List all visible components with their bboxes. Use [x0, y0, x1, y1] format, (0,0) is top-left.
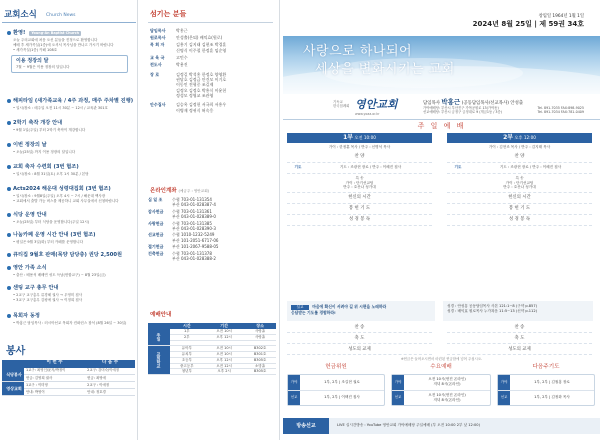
service-1 [287, 133, 432, 226]
worship-guide-table: 시간 기간 장소 주일 1부 오전 10시 사랑홀 2부 오후 12시 사랑홀 교회학교 유아부 오전 10시 B302호 유치부 오전 10시 B301호 초등부 오후 12시 B305호 중고등부 오전 12시 소망홀 청년부 오후 2시 B305호 [148, 323, 276, 375]
church-news-header [2, 10, 136, 24]
box-title: 수요예배 [430, 364, 452, 370]
worship-group: 교회학교 [148, 346, 170, 375]
box-row: 선교 1부, 2부 | 이택진 집사 [288, 390, 384, 405]
account-row: 사랑헌금 수협 703-01-131385 부산 043-01-028390-3 [148, 220, 216, 231]
closing-order-1 [287, 322, 432, 355]
order-item: 찬 양 [287, 152, 432, 163]
service-header: 1부 오전 10:00 [287, 133, 432, 143]
church-logo: 영안교회 [355, 98, 398, 111]
volunteer-section [2, 345, 136, 396]
worship-group: 주일 [148, 329, 170, 346]
news-title: 나눔카페 운영 시간 안내 (3번 협조) [13, 232, 96, 238]
staff-row: 담임목사 박홍근 [150, 28, 188, 33]
news-title: 목회자 동정 [13, 313, 40, 319]
bullet-icon [7, 187, 11, 191]
box-row: 선교 오전 10시(헌진 온라인) 저녁 8시(온라인) [392, 390, 490, 405]
news-title: 교회 축자 수련회 (3번 협조) [13, 164, 79, 170]
staff-list [150, 28, 276, 115]
box-row: 선교 1부, 2부 | 김정화 목사 [498, 390, 594, 405]
order-item: 축 도 [287, 333, 432, 344]
church-slogan: 사랑으로 하나되어 세상을 변화시키는 교회 [303, 44, 455, 77]
order-item: 성 경 봉 독 [447, 215, 592, 226]
volunteer-this-week: 1교구: 최영인/윤자/박정이 [24, 368, 85, 375]
church-identity [283, 96, 600, 120]
table-row: 2부 오후 12시 사랑홀 [148, 335, 276, 341]
news-body: • 오늘(25일) 부터 식당을 운영합니다(주일 12시) [13, 220, 90, 225]
scripture-box [443, 301, 593, 321]
box-title: 헌금위원 [325, 364, 347, 370]
table-row: 중고등부 오전 12시 소망홀 [148, 363, 276, 369]
sermon-text: 마음에 확신이 서려야 길 위 시편을 노래하라 응답받는 기도를 경험하라! [291, 304, 387, 315]
news-body: • 2교구 교구총무 류경혜 권사 → 우영미 집사 • 3교구 교구총무 김평애 권사 → 이정희 집사 [13, 293, 83, 303]
volunteer-category: 영상교회 [2, 382, 24, 396]
hero-banner [283, 36, 600, 94]
table-row: 초등부 오후 12시 B305호 [148, 357, 276, 363]
denomination: 기독교 한국침례회 [333, 100, 350, 109]
table-row [2, 368, 135, 375]
news-item [7, 98, 134, 111]
volunteer-next-week: 안내: 정호경 [85, 389, 135, 396]
church-address: 가야예배당: 부산시 부산진구 가야공원로 13(가야동) 선교예배당: 부산시 금정구 금정대로 9 (개금1동 / 3층) [423, 106, 502, 115]
order-item: 성 경 봉 독 [287, 215, 432, 226]
service-header: 2부 오후 12:00 [447, 133, 592, 143]
news-title: 큐티집 9월호 판매(목양 담당층) 권당 2,500원 [13, 252, 122, 258]
news-body: • 일시/장소 : 8월 31일(토) 오후 1시 30분 / 본당 [13, 172, 89, 177]
order-item: 찬 양 [447, 152, 592, 163]
bullet-icon [7, 99, 11, 103]
news-item [7, 212, 134, 225]
table-row: 청년부 오후 2시 B305호 [148, 369, 276, 375]
order-item: 특 송 가이 : 단기선교팀 반주 : 호산나 성가대 [447, 174, 592, 193]
church-news-title: 교회소식 [4, 10, 37, 20]
news-item [7, 232, 134, 245]
news-title: 영안 가족 소식 [13, 265, 47, 271]
order-item: 봉 헌 기 도 [287, 204, 432, 215]
account-row: 선교헌금 수협 1010-1232-5249 부산 101-2051-6717-06 [148, 232, 219, 243]
volunteer-header: 이 번 주 [24, 360, 85, 368]
volunteer-table [2, 360, 135, 397]
staff-row: 원로목사 안성출(은퇴) 배익효(원로) [150, 35, 223, 41]
volunteer-header [2, 360, 24, 368]
news-title: 이번 정장의 날 [13, 142, 47, 148]
table-row: 유치부 오전 10시 B301호 [148, 352, 276, 358]
volunteer-next-week: 2교구: 강미숙/이애정 [85, 368, 135, 375]
news-title: Acts2024 해운대 성령대집회 (3번 협조) [13, 186, 111, 192]
news-title: 해피타임 (새가족교육 / 4주 과정, 매주 주차별 진행) [13, 98, 134, 104]
staff-row: 교 육 국 고민수 [150, 54, 188, 60]
staff-row: 장 로 김정길 박석홍 한정호 양영환 권달호 김정금 안건모 이기호 이동인 전형중 조길제 김정오 김정호 박흥식 이윤헌 정성모 정영교 조관영 [150, 71, 227, 99]
accounts-owner: (예금주 : 영안교회) [178, 189, 210, 193]
broadcast-badge: 방송선교 [283, 418, 329, 434]
order-item: 성도의 교제 [447, 344, 592, 355]
church-url[interactable]: www.yoaa.or.kr [355, 112, 380, 116]
service-leaders: 가이 : 김현조 목사 / 반주 : 김지태 목사 [488, 145, 551, 149]
volunteer-this-week: 안내: 박영이 [24, 389, 85, 396]
service-leaders: 가이 : 한정훈 목사 / 반주 : 신병석 목사 [328, 145, 391, 149]
offering-committee [287, 364, 385, 406]
table-row [2, 382, 135, 389]
news-body: • 박홍근 담임목사 : 러시아선교 목회자 컨퍼런스 참석 (8월 26일 ~ 30일) [13, 321, 127, 326]
news-item [7, 120, 134, 133]
order-item: 특 송 가이 : 단기선교팀 반주 : 호산나 성가대 [287, 174, 432, 193]
broadcast-bar [283, 418, 600, 434]
news-title: 센팅 교구 총무 안내 [13, 285, 59, 291]
box-row: 가야 1부, 2부 | 김철홍 장로 [498, 375, 594, 390]
account-row: 건축헌금 수협 703-01-131378 부산 043-01-028388-2 [148, 250, 216, 261]
church-news-subtitle: Church News [46, 13, 76, 18]
news-item [7, 252, 134, 259]
order-item: 기도 기도 : 조광현 장로 / 반주 : 이혜진 집사 [447, 163, 592, 174]
staff-column [140, 0, 280, 440]
order-item: 봉 헌 기 도 [447, 204, 592, 215]
bullet-icon [7, 253, 11, 257]
news-body: • 출산 : 배용석 배배연 성도 득남(헌합교구) ~ 8월 23일(금) [13, 273, 106, 278]
bullet-icon [7, 165, 11, 169]
bullet-icon [7, 31, 11, 35]
account-row: 감사헌금 수협 703-01-131361 부산 043-01-028389-0 [148, 208, 216, 220]
news-title: 2학기 축작 개강 안내 [13, 120, 63, 126]
news-body: • 일시/장소 : 매주일 오전 11시 30분 ~ 12시 / 교육관 301호 [13, 106, 108, 111]
news-item [7, 142, 134, 155]
bullet-icon [7, 314, 11, 318]
account-row: 십 일 조 수협 703-01-131354 부산 043-01-028387-4 [148, 197, 216, 208]
next-week-prayer [497, 364, 595, 406]
wednesday-service [391, 364, 491, 406]
order-item: 헌신의 시간 [287, 193, 432, 204]
scripture-1: 성경 : 안성흥 공동담임목사 사본 121:1~8 (구약 p.857) [447, 304, 538, 308]
offering-note: ※헌금은 들어오시면서 마련된 헌금함에 넣어 주십시오. [400, 357, 483, 361]
notice-box-line: 7월 ~ 9월은 이용 정장의 달입니다 [16, 64, 70, 69]
service-2 [447, 133, 592, 226]
order-item: 성도의 교제 [287, 344, 432, 355]
news-item [7, 164, 134, 177]
divider [2, 22, 136, 23]
staff-title: 섬기는 분들 [150, 10, 187, 18]
bullet-icon [7, 233, 11, 237]
news-item [7, 285, 134, 303]
volunteer-title: 봉사 [6, 346, 26, 357]
bullet-icon [7, 286, 11, 290]
notice-box-title: 이용 정장의 달 [16, 58, 49, 65]
founded-date: 창립일 1964년 1월 1일 [538, 14, 584, 19]
scripture-2: 성경 : 배익효 원로목사 누가복음 11:5~13 (신약 p.112) [447, 309, 538, 314]
order-item: 헌신의 시간 [447, 193, 592, 204]
pastor-name: 박홍근 [441, 98, 461, 106]
bullet-icon [7, 213, 11, 217]
news-body: • 9월 1일(주일) 부터 2학기 축작이 개강합니다 [13, 128, 86, 133]
pastor-line: 담임목사 박홍근 (공동담임목사/선교목사) 안성출 [423, 98, 524, 106]
news-item [7, 186, 134, 204]
news-title: 식당 운영 안내 [13, 212, 47, 218]
worship-guide-title: 예배안내 [150, 312, 172, 318]
news-body: • 오늘(25일) 까지 이용 정장의 달입니다 [13, 150, 76, 155]
welcome-heading: 환영! [13, 30, 26, 36]
news-item [7, 265, 134, 278]
news-body: • 평일은 9월 3일(화) 부터 카페를 운영합니다 [13, 240, 84, 245]
table-row: 주일 1부 오전 10시 사랑홀 [148, 329, 276, 335]
notice-box [11, 55, 128, 72]
sunday-worship-title: 주 일 예 배 [417, 122, 466, 130]
staff-row: 안수집사 김승옥 김정헌 서국희 서흥우 이병재 정귀식 허숙웅 [150, 102, 227, 113]
info-boxes [283, 364, 600, 414]
box-title: 다음주기도 [532, 364, 560, 370]
sermon-box [287, 301, 435, 321]
volunteer-next-week: 헌금: 최영애 [85, 375, 135, 382]
volunteer-this-week: 1교구 : 이미영 [24, 382, 85, 389]
broadcast-text[interactable]: LIVE 실시간방송 : YouTube 영안교회 가야예배당 주일예배 (부 오전 10:00 2부 낮 12:00) [337, 423, 480, 427]
church-phone: Tel. 891-7035 FAX:898-9025 Tel. 891-7034 FAX:781-0409 [537, 106, 584, 115]
staff-row: 전도사 박용진 [150, 62, 188, 68]
welcome-block [7, 30, 134, 73]
volunteer-header: 다 음 주 [85, 360, 135, 368]
closing-order-2 [447, 322, 592, 355]
volunteer-next-week: 2교구 : 이애정 [85, 382, 135, 389]
account-row: 절기헌금 부산 101-2067-9588-05 [148, 244, 219, 250]
welcome-body: 오늘 주의교회에 처음 오신 분들을 진정으로 환영합니다 예배 후 새가족실(1층)에 오셔서 목사님을 만나고 가시기 바랍니다 • 새가족실(1층) 카페 108호 [13, 38, 114, 53]
divider [148, 22, 273, 23]
bullet-icon [7, 266, 11, 270]
accounts-title: 온라인계좌 (예금주 : 영안교회) [150, 188, 210, 194]
box-row: 가야 1부, 2부 | 조길현 권로 [288, 375, 384, 390]
box-row: 가야 오전 10시(헌진 온라인) 저녁 8시(온라인) [392, 375, 490, 390]
issue-info [473, 14, 584, 29]
bulletin-front [283, 0, 600, 440]
volunteer-this-week: 헌금: 김영희 권사 [24, 375, 85, 382]
bullet-icon [7, 143, 11, 147]
news-body: • 일시/장소 : 9월8일(주일) 오후 4시 ~ 7시 / 해운대 백사장 • 교회에서 출발 가능 버스를 제공하니 교회 사무실에서 신청바랍니다 [13, 194, 119, 204]
order-item: 찬 송 [447, 322, 592, 333]
order-item: 찬 송 [287, 322, 432, 333]
welcome-tag: Young-An Baptist Church [31, 31, 80, 35]
staff-row: 목 회 자 김흥기 김지태 김현조 박경훈 신명식 이주철 한정훈 임순영 [150, 42, 227, 53]
sermon-label: 설교 [291, 305, 309, 310]
accounts-list [148, 197, 276, 262]
issue-date: 2024년 8월 25일 | 제 59권 34호 [472, 19, 584, 28]
bullet-icon [7, 121, 11, 125]
order-item: 기도 기도 : 조광현 장로 / 반주 : 이혜진 집사 [287, 163, 432, 174]
news-item [7, 313, 134, 326]
order-item: 축 도 [447, 333, 592, 344]
table-row: 교회학교 유아부 오전 10시 B302호 [148, 346, 276, 352]
volunteer-category: 식당봉사 [2, 368, 24, 382]
church-news-column [0, 0, 138, 440]
